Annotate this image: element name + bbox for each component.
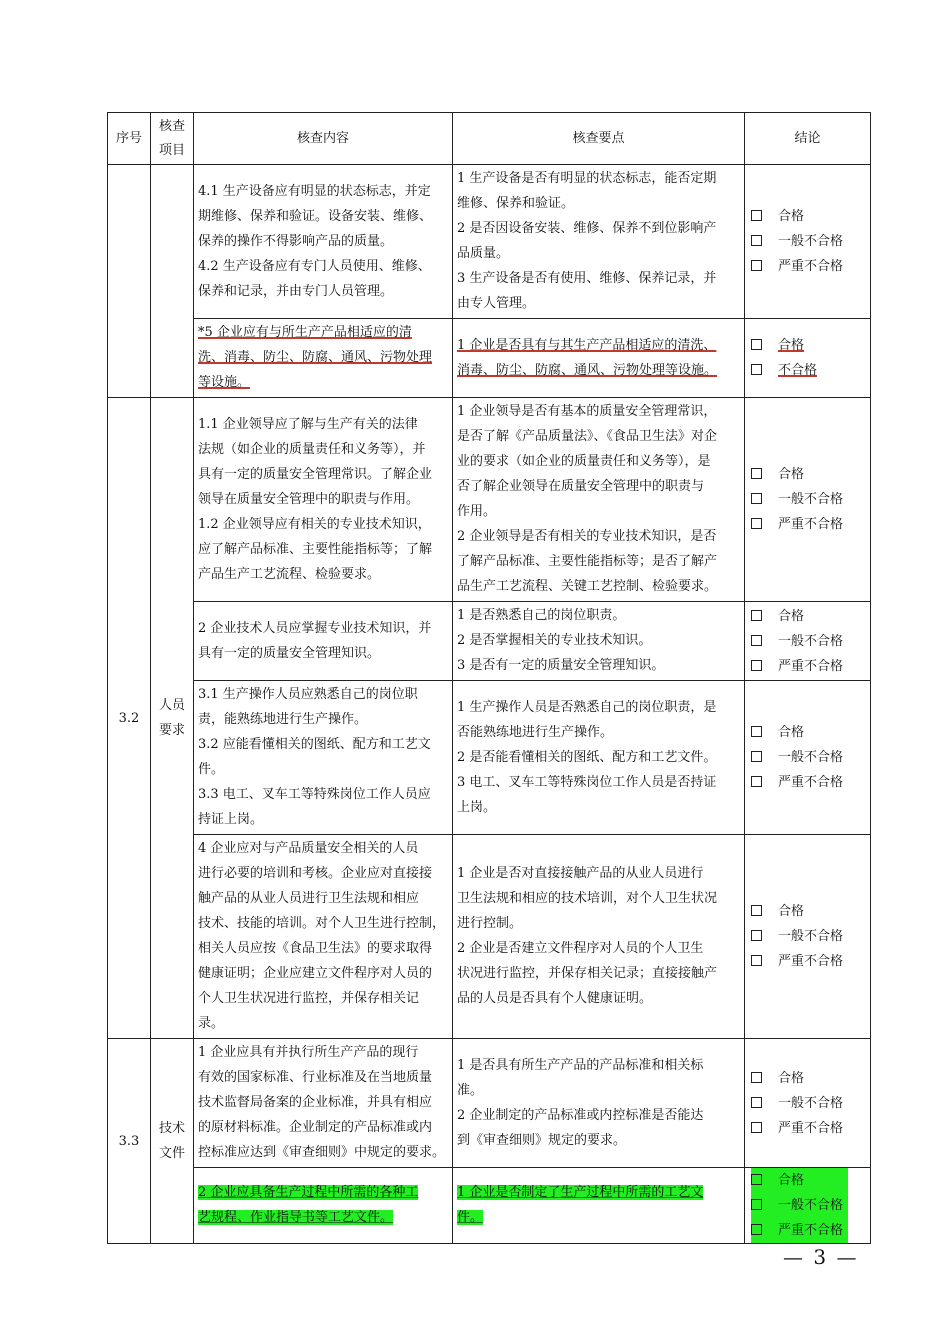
content-cell (194, 165, 453, 319)
item-line: 要求 (158, 723, 185, 738)
points-line: 3 是否有一定的质量安全管理知识。 (457, 658, 665, 673)
header-points: 核查要点 (453, 113, 745, 165)
content-line: 1 企业应具有并执行所生产产品的现行 (198, 1045, 419, 1060)
points-line: 1 是否熟悉自己的岗位职责。 (457, 608, 626, 623)
table-row (108, 602, 871, 681)
header-row (108, 113, 871, 165)
content-line: 件。 (198, 762, 225, 777)
page-number: — 3 — (783, 1245, 859, 1269)
option-label: 一般不合格 (778, 633, 844, 649)
content-line: 具有一定的质量安全管理知识。 (198, 645, 381, 661)
checkbox-icon[interactable] (751, 468, 762, 479)
checkbox-icon[interactable] (751, 493, 762, 504)
content-line: 持证上岗。 (198, 812, 264, 827)
option-pass[interactable] (751, 1168, 848, 1193)
points-line: 3 生产设备是否有使用、维修、保养记录，并 (457, 271, 717, 286)
highlighted-text: 件。 (457, 1210, 484, 1225)
content-line: 领导在质量安全管理中的职责与作用。 (198, 491, 420, 507)
checkbox-icon[interactable] (751, 1072, 762, 1083)
option-label: 一般不合格 (778, 929, 844, 944)
checkbox-icon[interactable] (751, 1097, 762, 1108)
checkbox-icon[interactable] (751, 610, 762, 621)
header-item-line: 项目 (158, 142, 185, 158)
option-label: 一般不合格 (778, 234, 844, 249)
table-row (108, 835, 871, 1039)
points-cell (453, 602, 745, 681)
checkbox-icon[interactable] (751, 635, 762, 646)
table-row (108, 681, 871, 835)
points-line: 消毒、防尘、防腐、通风、污物处理等设施。 (457, 362, 718, 378)
checkbox-icon[interactable] (751, 751, 762, 762)
points-cell (453, 835, 745, 1039)
conclusion-cell (745, 1039, 871, 1168)
option-label: 一般不合格 (778, 750, 844, 765)
points-line: 了解产品标准、主要性能指标等；是否了解产 (457, 554, 718, 569)
points-cell (453, 319, 745, 398)
content-line: 保养和记录，并由专门人员管理。 (198, 283, 394, 299)
content-line: 有效的国家标准、行业标准及在当地质量 (198, 1070, 433, 1085)
option-label: 严重不合格 (778, 658, 844, 674)
content-line: 保养的操作不得影响产品的质量。 (198, 233, 394, 249)
checkbox-icon[interactable] (751, 260, 762, 271)
points-cell (453, 398, 745, 602)
content-line: 1.2 企业领导应有相关的专业技术知识， (198, 516, 431, 532)
content-line: 进行必要的培训和考核。企业应对直接接 (198, 866, 433, 881)
highlighted-text: 艺规程、作业指导书等工艺文件。 (198, 1210, 394, 1225)
points-line: 上岗。 (457, 799, 497, 815)
content-cell (194, 319, 453, 398)
header-conclusion: 结论 (745, 113, 871, 165)
points-line: 状况进行监控，并保存相关记录；直接接触产 (457, 966, 718, 981)
checkbox-icon[interactable] (751, 726, 762, 737)
checkbox-icon[interactable] (751, 660, 762, 671)
points-line: 由专人管理。 (457, 296, 536, 311)
content-line: 技术监督局备案的企业标准，并具有相应 (198, 1095, 433, 1110)
points-line: 1 企业是否具有与其生产产品相适应的清洗、 (457, 337, 717, 353)
points-line: 否了解企业领导在质量安全管理中的职责与 (457, 479, 705, 494)
option-major-fail[interactable] (751, 1116, 870, 1141)
content-line: 等设施。 (198, 375, 251, 390)
option-major-fail[interactable] (751, 512, 870, 537)
points-line: 2 企业领导是否有相关的专业技术知识，是否 (457, 529, 717, 544)
content-line: 应了解产品标准、主要性能指标等；了解 (198, 541, 433, 557)
option-label: 严重不合格 (778, 1120, 844, 1136)
points-line: 2 是否因设备安装、维修、保养不到位影响产 (457, 221, 717, 236)
points-line: 否能熟练地进行生产操作。 (457, 724, 614, 740)
option-label: 合格 (778, 209, 805, 224)
points-line: 2 企业是否建立文件程序对人员的个人卫生 (457, 941, 704, 956)
content-line: *5 企业应有与所生产产品相适应的清 (198, 325, 412, 340)
points-line: 2 是否掌握相关的专业技术知识。 (457, 633, 652, 648)
content-cell (194, 1168, 453, 1244)
table-row (108, 319, 871, 398)
option-label: 合格 (778, 1070, 805, 1086)
option-label: 合格 (778, 467, 805, 482)
option-major-fail[interactable] (751, 949, 870, 974)
checkbox-icon[interactable] (751, 210, 762, 221)
table-row (108, 1168, 871, 1244)
content-line: 4 企业应对与产品质量安全相关的人员 (198, 841, 419, 856)
option-minor-fail[interactable] (751, 924, 870, 949)
option-label: 一般不合格 (778, 492, 844, 507)
content-line: 责，能熟练地进行生产操作。 (198, 712, 368, 727)
item-line: 技术 (158, 1121, 185, 1136)
table-row (108, 165, 871, 319)
content-line: 3.1 生产操作人员应熟悉自己的岗位职 (198, 687, 418, 702)
item-cell (151, 398, 194, 1039)
content-cell (194, 602, 453, 681)
content-line: 3.3 电工、叉车工等特殊岗位工作人员应 (198, 787, 431, 802)
points-line: 1 生产设备是否有明显的状态标志，能否定期 (457, 171, 717, 186)
table-row (108, 398, 871, 602)
content-line: 技术、技能的培训。对个人卫生进行控制， (198, 916, 446, 931)
option-label: 合格 (778, 608, 805, 624)
option-label: 严重不合格 (778, 1223, 844, 1238)
conclusion-cell (745, 1168, 871, 1244)
option-fail[interactable] (751, 358, 870, 383)
points-line: 品质量。 (457, 246, 510, 261)
conclusion-cell (745, 398, 871, 602)
serial-cell: 3.2 (108, 398, 151, 1039)
points-line: 准。 (457, 1082, 484, 1098)
checkbox-icon[interactable] (751, 776, 762, 787)
content-line: 法规（如企业的质量责任和义务等），并 (198, 441, 426, 457)
option-label: 合格 (778, 725, 805, 740)
checkbox-icon[interactable] (751, 518, 762, 529)
content-cell (194, 681, 453, 835)
option-label: 严重不合格 (778, 775, 844, 790)
option-label: 一般不合格 (778, 1095, 844, 1111)
item-cell (151, 165, 194, 398)
points-line: 到《审查细则》规定的要求。 (457, 1132, 627, 1148)
points-line: 业的要求（如企业的质量责任和义务等），是 (457, 454, 711, 469)
content-line: 期维修、保养和验证。设备安装、维修、 (198, 208, 433, 224)
content-line: 4.2 生产设备应有专门人员使用、维修、 (198, 258, 431, 274)
option-label: 一般不合格 (778, 1198, 844, 1213)
content-line: 4.1 生产设备应有明显的状态标志，并定 (198, 183, 431, 199)
content-line: 健康证明；企业应建立文件程序对人员的 (198, 966, 433, 981)
item-cell (151, 1039, 194, 1244)
content-line: 的原材料标准。企业制定的产品标准或内 (198, 1120, 433, 1135)
content-cell (194, 398, 453, 602)
item-line: 人员 (158, 698, 185, 713)
option-minor-fail[interactable] (751, 1193, 848, 1218)
points-line: 作用。 (457, 504, 497, 519)
option-pass[interactable] (751, 604, 870, 629)
option-minor-fail[interactable] (751, 229, 870, 254)
content-line: 洗、消毒、防尘、防腐、通风、污物处理 (198, 350, 433, 365)
content-line: 产品生产工艺流程、检验要求。 (198, 566, 381, 582)
points-line: 1 企业领导是否有基本的质量安全管理常识， (457, 404, 717, 419)
checkbox-icon[interactable] (751, 235, 762, 246)
option-pass[interactable] (751, 720, 870, 745)
header-serial: 序号 (108, 113, 151, 165)
points-line: 1 生产操作人员是否熟悉自己的岗位职责，是 (457, 699, 717, 715)
highlighted-text: 2 企业应具备生产过程中所需的各种工 (198, 1185, 419, 1200)
points-line: 1 企业是否对直接接触产品的从业人员进行 (457, 866, 704, 881)
checkbox-icon[interactable] (751, 364, 762, 375)
points-line: 卫生法规和相应的技术培训，对个人卫生状况 (457, 891, 718, 906)
option-minor-fail[interactable] (751, 629, 870, 654)
points-line: 2 是否能看懂相关的图纸、配方和工艺文件。 (457, 749, 717, 765)
points-line: 1 是否具有所生产产品的产品标准和相关标 (457, 1057, 704, 1073)
conclusion-cell (745, 681, 871, 835)
content-line: 具有一定的质量安全管理常识。了解企业 (198, 466, 433, 482)
option-label: 严重不合格 (778, 259, 844, 274)
inspection-checklist-table (107, 112, 871, 1244)
serial-cell: 3.3 (108, 1039, 151, 1244)
points-cell (453, 681, 745, 835)
points-line: 是否了解《产品质量法》、《食品卫生法》对企 (457, 429, 718, 444)
table-row (108, 1039, 871, 1168)
content-line: 相关人员应按《食品卫生法》的要求取得 (198, 941, 433, 956)
checkbox-icon[interactable] (751, 1122, 762, 1133)
points-line: 维修、保养和验证。 (457, 196, 575, 211)
content-line: 个人卫生状况进行监控，并保存相关记 (198, 991, 420, 1006)
option-pass[interactable] (751, 899, 870, 924)
conclusion-cell (745, 835, 871, 1039)
option-label: 合格 (778, 904, 805, 919)
content-cell (194, 835, 453, 1039)
checkbox-icon[interactable] (751, 955, 762, 966)
checkbox-icon[interactable] (751, 905, 762, 916)
points-line (457, 1205, 740, 1230)
option-label: 合格 (778, 1173, 805, 1188)
header-item (151, 113, 194, 165)
option-minor-fail[interactable] (751, 745, 870, 770)
conclusion-cell (745, 165, 871, 319)
checkbox-icon[interactable] (751, 1199, 762, 1210)
item-line: 文件 (158, 1146, 185, 1161)
option-pass[interactable] (751, 462, 870, 487)
checkbox-icon[interactable] (751, 1224, 762, 1235)
option-pass[interactable] (751, 333, 870, 358)
points-line: 品的人员是否具有个人健康证明。 (457, 991, 653, 1006)
content-line: 3.2 应能看懂相关的图纸、配方和工艺文 (198, 737, 431, 752)
content-line: 录。 (198, 1016, 225, 1031)
content-line: 1.1 企业领导应了解与生产有关的法律 (198, 416, 418, 432)
option-pass[interactable] (751, 204, 870, 229)
points-line: 3 电工、叉车工等特殊岗位工作人员是否持证 (457, 774, 717, 790)
content-line: 2 企业技术人员应掌握专业技术知识，并 (198, 620, 432, 636)
conclusion-cell (745, 319, 871, 398)
content-line: 触产品的从业人员进行卫生法规和相应 (198, 891, 420, 906)
checkbox-icon[interactable] (751, 339, 762, 350)
option-major-fail[interactable] (751, 1218, 848, 1243)
header-content: 核查内容 (194, 113, 453, 165)
content-line: 控标准应达到《审查细则》中规定的要求。 (198, 1145, 446, 1160)
points-line: 进行控制。 (457, 916, 523, 931)
content-cell (194, 1039, 453, 1168)
points-cell (453, 1168, 745, 1244)
points-cell (453, 1039, 745, 1168)
option-minor-fail[interactable] (751, 1091, 870, 1116)
option-major-fail[interactable] (751, 770, 870, 795)
serial-cell (108, 165, 151, 398)
header-item-line: 核查 (158, 118, 185, 134)
option-minor-fail[interactable] (751, 487, 870, 512)
conclusion-cell (745, 602, 871, 681)
checkbox-icon[interactable] (751, 930, 762, 941)
option-label: 合格 (778, 338, 805, 353)
option-pass[interactable] (751, 1066, 870, 1091)
checkbox-icon[interactable] (751, 1174, 762, 1185)
points-line: 2 企业制定的产品标准或内控标准是否能达 (457, 1107, 704, 1123)
option-label: 不合格 (778, 363, 818, 378)
option-major-fail[interactable] (751, 654, 870, 679)
option-major-fail[interactable] (751, 254, 870, 279)
option-label: 严重不合格 (778, 517, 844, 532)
content-line (198, 1180, 448, 1205)
option-label: 严重不合格 (778, 954, 844, 969)
points-line (457, 1180, 740, 1205)
points-line: 品生产工艺流程、关键工艺控制、检验要求。 (457, 579, 718, 594)
highlighted-text: 1 企业是否制定了生产过程中所需的工艺文 (457, 1185, 704, 1200)
points-cell (453, 165, 745, 319)
content-line (198, 1205, 448, 1230)
